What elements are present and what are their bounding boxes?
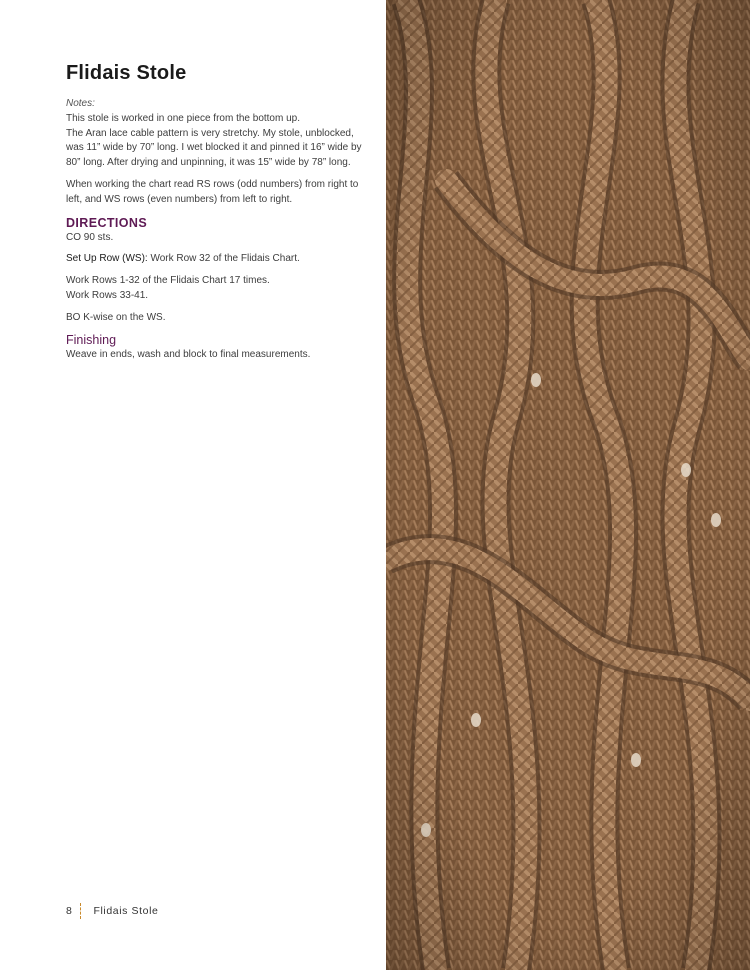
setup-row-label: Set Up Row (WS): xyxy=(66,253,148,265)
pattern-text-column xyxy=(66,62,362,362)
directions-repeat-rows: Work Rows 1-32 of the Flidais Chart 17 times. xyxy=(66,275,270,287)
footer-title: Flidais Stole xyxy=(93,905,159,917)
setup-row-text: Work Row 32 of the Flidais Chart. xyxy=(147,253,300,265)
notes-chart-reading: When working the chart read RS rows (odd numbers) from right to left, and WS rows (even numbers) from left to right. xyxy=(66,178,359,205)
directions-bind-off: BO K-wise on the WS. xyxy=(66,311,166,323)
knitted-cable-photo xyxy=(386,0,750,970)
footer-divider xyxy=(80,903,81,919)
directions-cast-on: CO 90 sts. xyxy=(66,231,114,243)
notes-line-construction: This stole is worked in one piece from the bottom up. xyxy=(66,112,301,124)
knit-texture-image xyxy=(386,0,750,970)
page-footer xyxy=(66,903,158,919)
directions-setup-row xyxy=(66,252,362,267)
directions-final-rows: Work Rows 33-41. xyxy=(66,289,149,301)
finishing-heading: Finishing xyxy=(66,332,117,347)
page-title: Flidais Stole xyxy=(66,62,187,84)
finishing-text: Weave in ends, wash and block to final measurements. xyxy=(66,348,311,360)
notes-label: Notes: xyxy=(66,98,95,109)
directions-heading: DIRECTIONS xyxy=(66,215,148,230)
notes-line-measurements: The Aran lace cable pattern is very stretchy. My stole, unblocked, was 11” wide by 70” long. I wet blocked it and pinned it 16” wide by 80” long. After drying and unpinning, it was 15” wide by 78” long. xyxy=(66,127,362,169)
page-number: 8 xyxy=(66,905,73,917)
